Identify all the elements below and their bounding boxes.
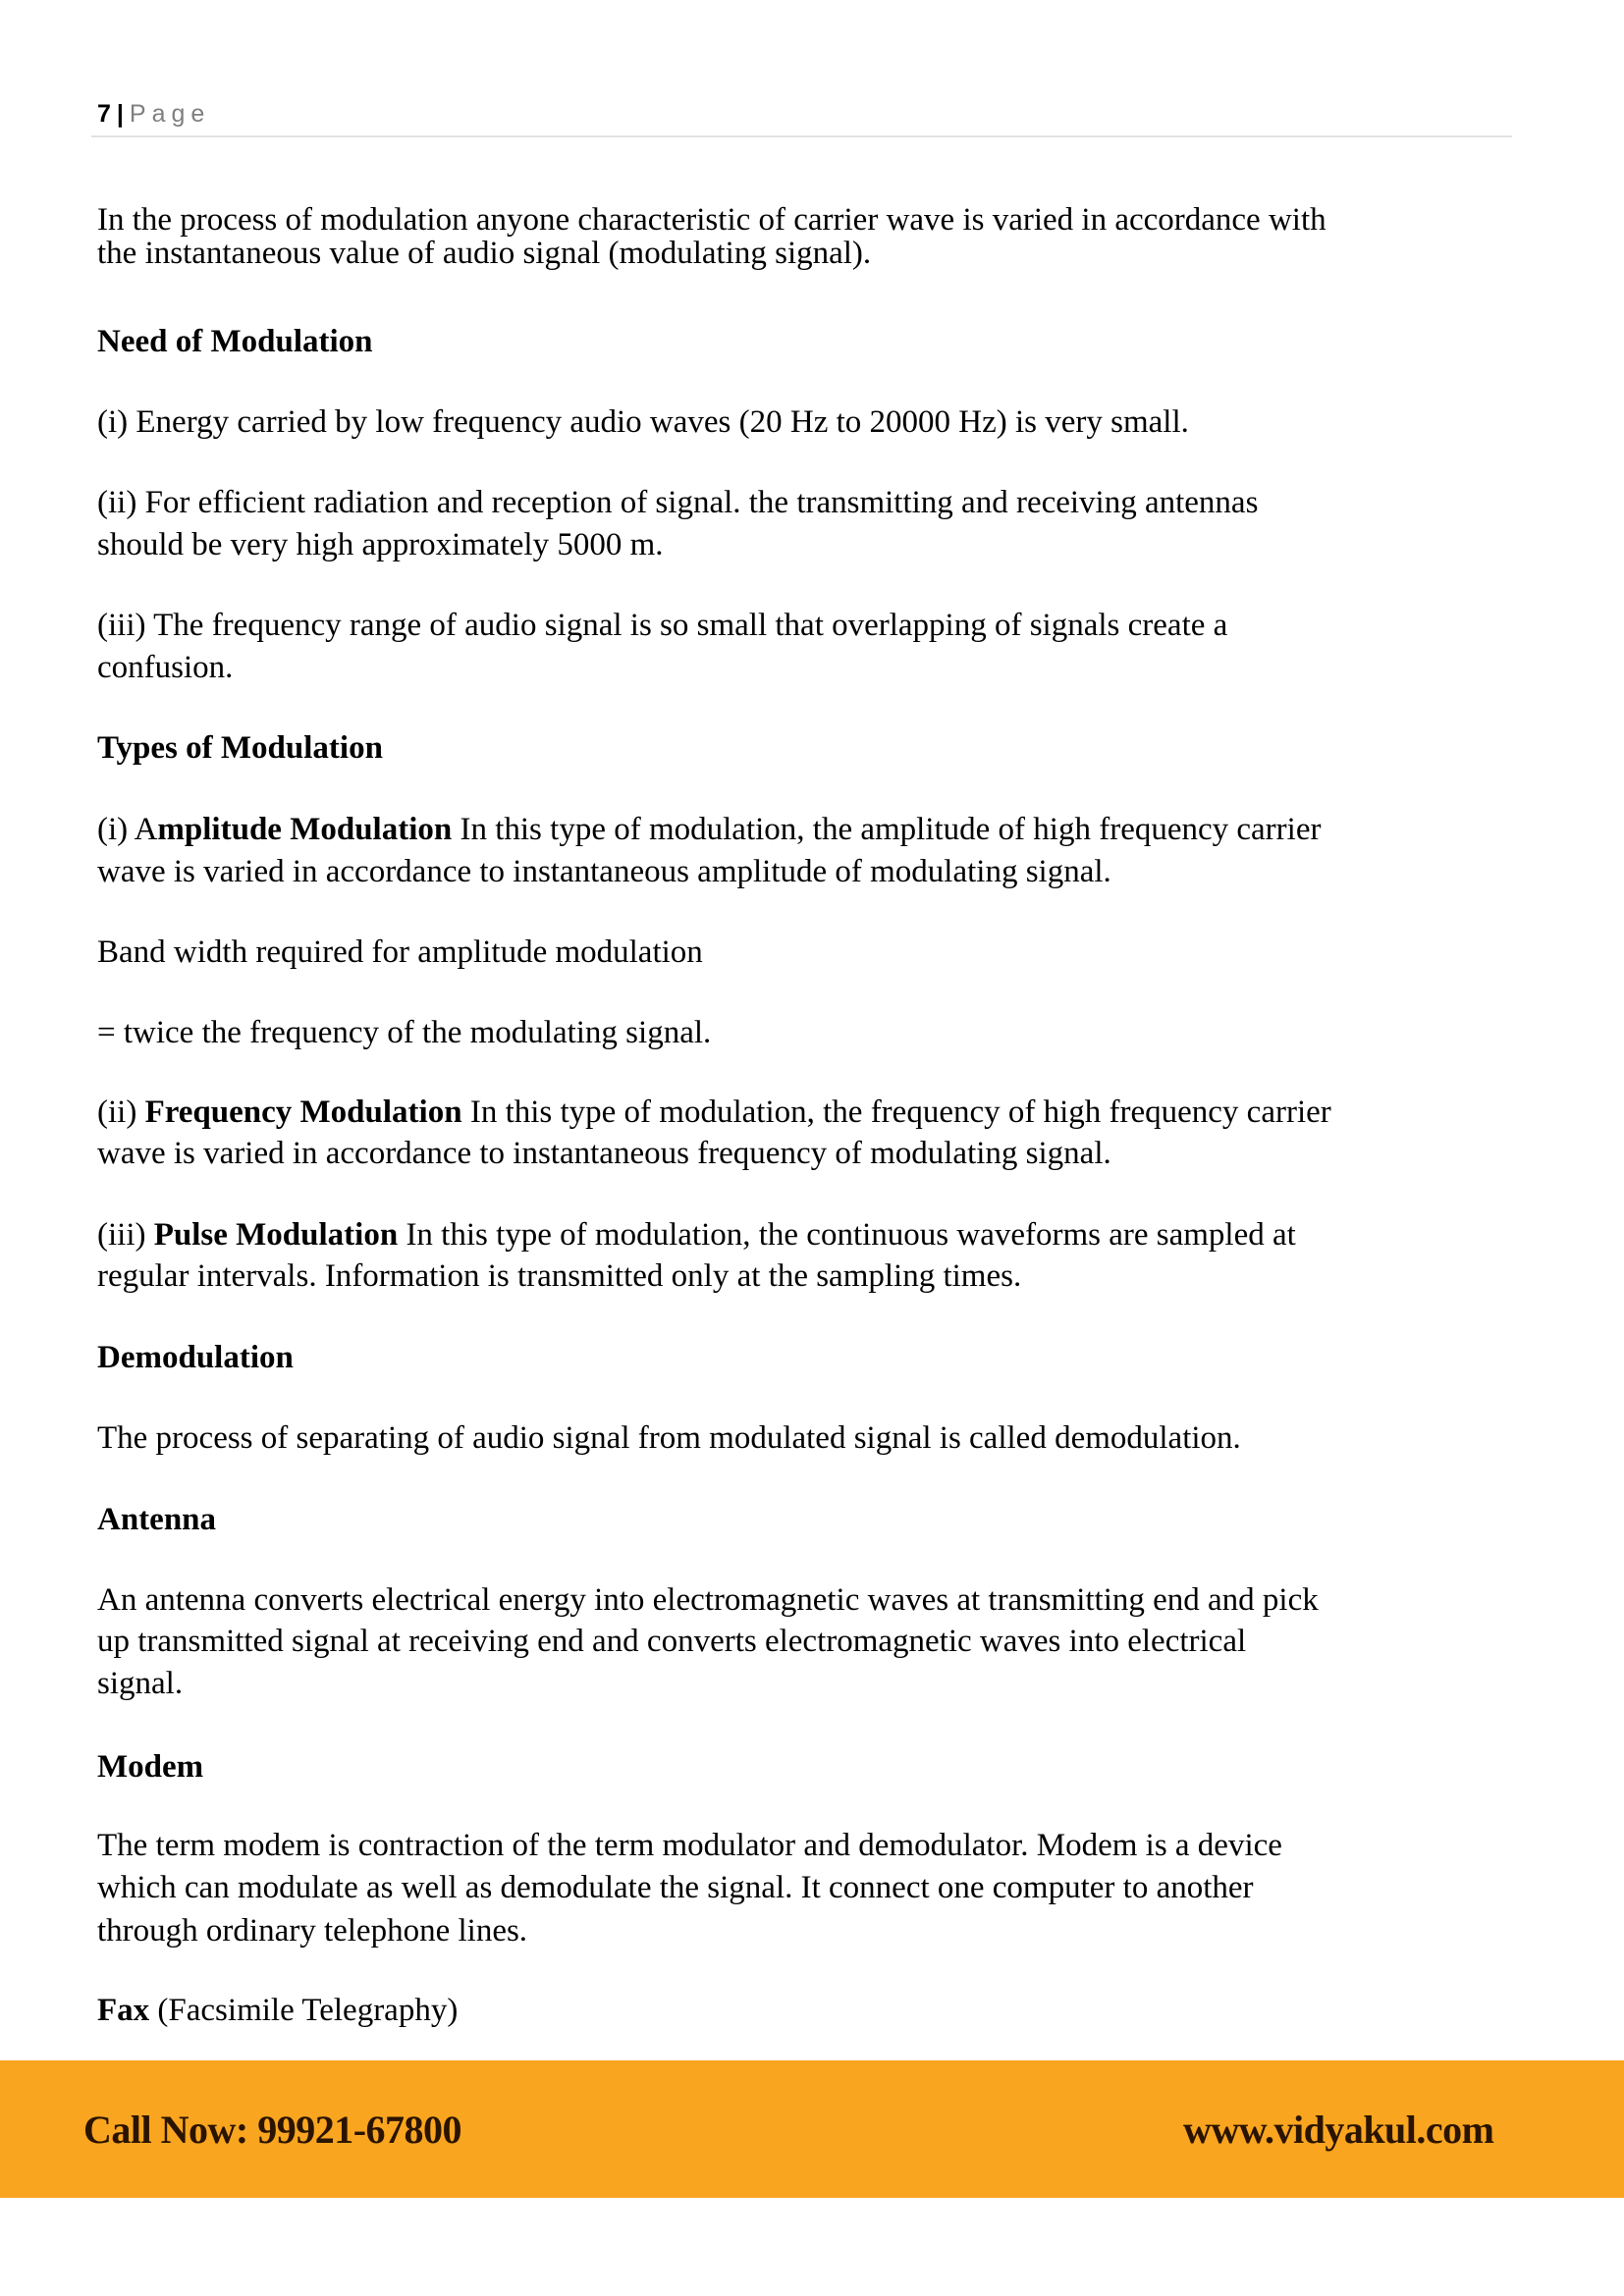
page-header [97,99,210,129]
fax-description: (Facsimile Telegraphy) [149,1993,459,2028]
fax-term: Fax [97,1993,150,2028]
bandwidth-line-1: Band width required for amplitude modulation [97,934,703,970]
heading-demodulation: Demodulation [97,1340,294,1375]
pulse-modulation-line-1 [97,1219,1296,1252]
need-item-3-line-1: (iii) The frequency range of audio signal is so small that overlapping of signals create a [97,608,1228,643]
heading-modem: Modem [97,1749,204,1785]
header-divider [91,135,1512,137]
heading-antenna: Antenna [97,1502,217,1537]
bandwidth-line-2: = twice the frequency of the modulating signal. [97,1015,712,1050]
need-item-2-line-1: (ii) For efficient radiation and reception of signal. the transmitting and receiving antennas [97,485,1259,520]
pulse-prefix: (iii) [97,1217,154,1253]
amplitude-term: mplitude Modulation [157,812,453,847]
fax-line [97,1995,458,2027]
modem-line-3: through ordinary telephone lines. [97,1913,528,1949]
frequency-prefix: (ii) [97,1095,145,1130]
website-link[interactable]: www.vidyakul.com [1183,2108,1494,2152]
page-number: 7 [97,100,111,128]
antenna-line-1: An antenna converts electrical energy into electromagnetic waves at transmitting end and pick [97,1582,1319,1618]
demodulation-text: The process of separating of audio signal from modulated signal is called demodulation. [97,1420,1241,1456]
amplitude-description: In this type of modulation, the amplitude of high frequency carrier [452,812,1322,847]
need-item-3-line-2: confusion. [97,650,234,685]
amplitude-modulation-line-2: wave is varied in accordance to instantaneous amplitude of modulating signal. [97,854,1111,889]
amplitude-modulation-line-1 [97,814,1321,846]
pulse-term: Pulse Modulation [153,1217,399,1253]
frequency-description: In this type of modulation, the frequency of high frequency carrier [461,1095,1331,1130]
pulse-modulation-line-2: regular intervals. Information is transmitted only at the sampling times. [97,1258,1022,1294]
modem-line-1: The term modem is contraction of the term modulator and demodulator. Modem is a device [97,1828,1282,1863]
modem-line-2: which can modulate as well as demodulate the signal. It connect one computer to another [97,1870,1254,1905]
need-item-1: (i) Energy carried by low frequency audio waves (20 Hz to 20000 Hz) is very small. [97,404,1189,440]
frequency-term: Frequency Modulation [144,1095,462,1130]
call-now-phone[interactable]: Call Now: 99921-67800 [83,2108,462,2152]
heading-types-of-modulation: Types of Modulation [97,730,383,766]
frequency-modulation-line-1 [97,1096,1331,1129]
antenna-line-2: up transmitted signal at receiving end and converts electromagnetic waves into electrical [97,1624,1247,1659]
need-item-2-line-2: should be very high approximately 5000 m. [97,527,664,562]
heading-need-of-modulation: Need of Modulation [97,324,373,359]
frequency-modulation-line-2: wave is varied in accordance to instantaneous frequency of modulating signal. [97,1136,1111,1171]
page-separator: | [116,100,124,128]
intro-line-1: In the process of modulation anyone characteristic of carrier wave is varied in accordance with [97,202,1326,238]
intro-line-2: the instantaneous value of audio signal (modulating signal). [97,236,872,271]
pulse-description: In this type of modulation, the continuous waveforms are sampled at [398,1217,1296,1253]
page-label: Page [129,100,211,128]
amplitude-prefix: (i) A [97,812,158,847]
antenna-line-3: signal. [97,1666,184,1701]
